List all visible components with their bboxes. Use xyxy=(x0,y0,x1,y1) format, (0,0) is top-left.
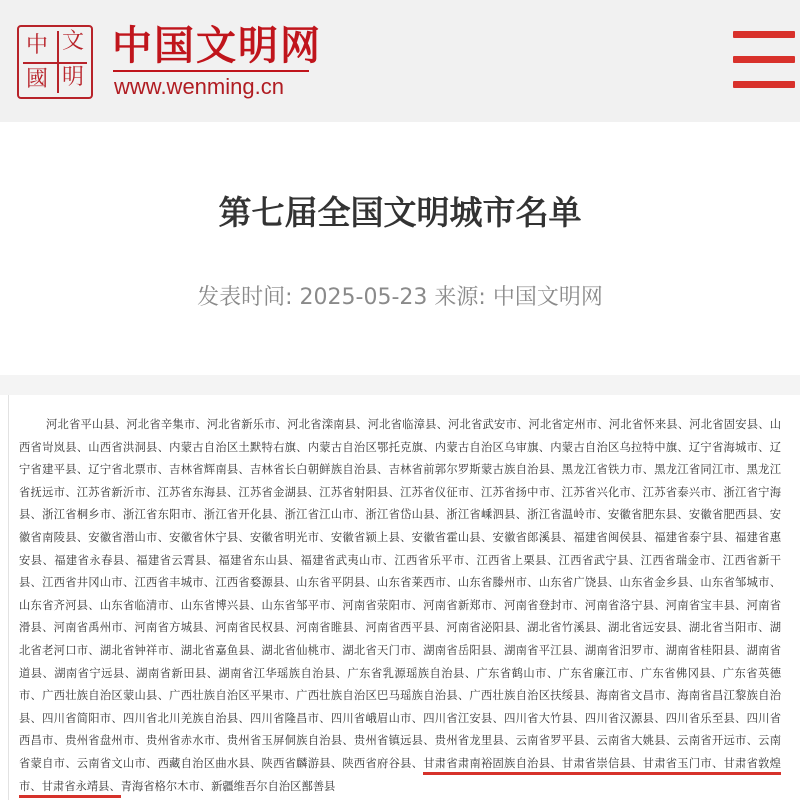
section-divider xyxy=(0,375,800,395)
text-line xyxy=(19,437,781,459)
text-line xyxy=(19,663,781,685)
line-text: 滑县、河南省禹州市、河南省方城县、河南省民权县、河南省睢县、河南省西平县、河南省泌阳县、湖北省竹溪县、湖北省远安县、湖北省当阳市、湖 xyxy=(19,621,781,635)
text-line xyxy=(19,572,781,594)
line-text: 河北省平山县、河北省辛集市、河北省新乐市、河北省滦南县、河北省临漳县、河北省武安市、河北省定州市、河北省怀来县、河北省固安县、山 xyxy=(46,418,781,431)
brand-name[interactable]: 中国文明网 xyxy=(112,23,322,69)
seal-char: 文 xyxy=(62,29,85,54)
line-text: 山东省齐河县、山东省临清市、山东省博兴县、山东省邹平市、河南省荥阳市、河南省新郑市、河南省登封市、河南省洛宁县、河南省宝丰县、河南省 xyxy=(19,598,781,612)
line-text: 北省老河口市、湖北省钟祥市、湖北省嘉鱼县、湖北省仙桃市、湖北省天门市、湖南省岳阳县、湖南省平江县、湖南省汨罗市、湖南省桂阳县、湖南省 xyxy=(19,644,781,657)
text-line xyxy=(19,527,781,549)
line-text: 省抚远市、江苏省新沂市、江苏省东海县、江苏省金湖县、江苏省射阳县、江苏省仪征市、江苏省扬中市、江苏省兴化市、江苏省泰兴市、浙江省宁海 xyxy=(19,485,781,499)
highlighted-text: 市、甘肃省永靖县、 xyxy=(19,780,121,798)
article-body xyxy=(8,395,800,800)
page-title: 第七届全国文明城市名单 xyxy=(218,193,582,232)
brand-divider xyxy=(113,70,309,72)
text-line xyxy=(19,776,781,798)
article-meta: 发表时间: 2025-05-23 来源: 中国文明网 xyxy=(197,285,603,310)
text-line xyxy=(19,753,781,775)
brand-url[interactable]: www.wenming.cn xyxy=(114,74,284,99)
text-line xyxy=(46,414,781,436)
line-text: 省蒙自市、云南省文山市、西藏自治区曲水县、陕西省麟游县、陕西省府谷县、 xyxy=(19,757,424,770)
line-text: 道县、湖南省宁远县、湖南省新田县、湖南省江华瑶族自治县、广东省乳源瑶族自治县、广东省鹤山市、广东省廉江市、广东省佛冈县、广东省英德 xyxy=(19,666,781,680)
text-line xyxy=(19,504,781,526)
text-line xyxy=(19,550,781,572)
text-line xyxy=(19,595,781,617)
text-line xyxy=(19,459,781,481)
line-text: 市、广西壮族自治区蒙山县、广西壮族自治区平果市、广西壮族自治区巴马瑶族自治县、广西壮族自治区扶绥县、海南省文昌市、海南省昌江黎族自治 xyxy=(19,689,781,703)
seal-char: 國 xyxy=(26,67,49,92)
line-text: 安县、福建省永春县、福建省云霄县、福建省东山县、福建省武夷山市、江西省乐平市、江西省上栗县、江西省武宁县、江西省瑞金市、江西省新干 xyxy=(19,553,781,567)
line-text: 徽省南陵县、安徽省潜山市、安徽省休宁县、安徽省明光市、安徽省颍上县、安徽省霍山县、安徽省郎溪县、福建省闽侯县、福建省泰宁县、福建省惠 xyxy=(19,531,781,544)
logo-seal[interactable] xyxy=(17,25,93,99)
text-line xyxy=(19,708,781,730)
hamburger-menu-icon[interactable] xyxy=(733,31,795,91)
seal-char: 明 xyxy=(62,65,85,90)
seal-divider xyxy=(23,62,87,64)
line-text: 西省岢岚县、山西省洪洞县、内蒙古自治区土默特右旗、内蒙古自治区鄂托克旗、内蒙古自治区乌审旗、内蒙古自治区乌拉特中旗、辽宁省海城市、辽 xyxy=(19,440,781,454)
text-line xyxy=(19,617,781,639)
line-text: 县、四川省简阳市、四川省北川羌族自治县、四川省隆昌市、四川省峨眉山市、四川省江安县、四川省大竹县、四川省汉源县、四川省乐至县、四川省 xyxy=(19,711,781,725)
line-text: 县、江西省井冈山市、江西省丰城市、江西省婺源县、山东省平阴县、山东省莱西市、山东省滕州市、山东省广饶县、山东省金乡县、山东省邹城市、 xyxy=(19,576,781,590)
text-line xyxy=(19,685,781,707)
line-text: 西昌市、贵州省盘州市、贵州省赤水市、贵州省玉屏侗族自治县、贵州省镇远县、贵州省龙里县、云南省罗平县、云南省大姚县、云南省开远市、云南 xyxy=(19,734,781,748)
highlighted-text: 甘肃省肃南裕固族自治县、甘肃省崇信县、甘肃省玉门市、甘肃省敦煌 xyxy=(423,757,781,775)
line-text: 青海省格尔木市、新疆维吾尔自治区鄯善县 xyxy=(120,779,336,793)
site-header xyxy=(0,0,800,122)
text-line xyxy=(19,730,781,752)
text-line xyxy=(19,482,781,504)
line-text: 宁省建平县、辽宁省北票市、吉林省辉南县、吉林省长白朝鲜族自治县、吉林省前郭尔罗斯蒙古族自治县、黑龙江省铁力市、黑龙江省同江市、黑龙江 xyxy=(19,463,781,477)
seal-char: 中 xyxy=(26,33,49,58)
line-text: 县、浙江省桐乡市、浙江省东阳市、浙江省开化县、浙江省江山市、浙江省岱山县、浙江省嵊泗县、浙江省温岭市、安徽省肥东县、安徽省肥西县、安 xyxy=(19,508,781,522)
text-line xyxy=(19,640,781,662)
